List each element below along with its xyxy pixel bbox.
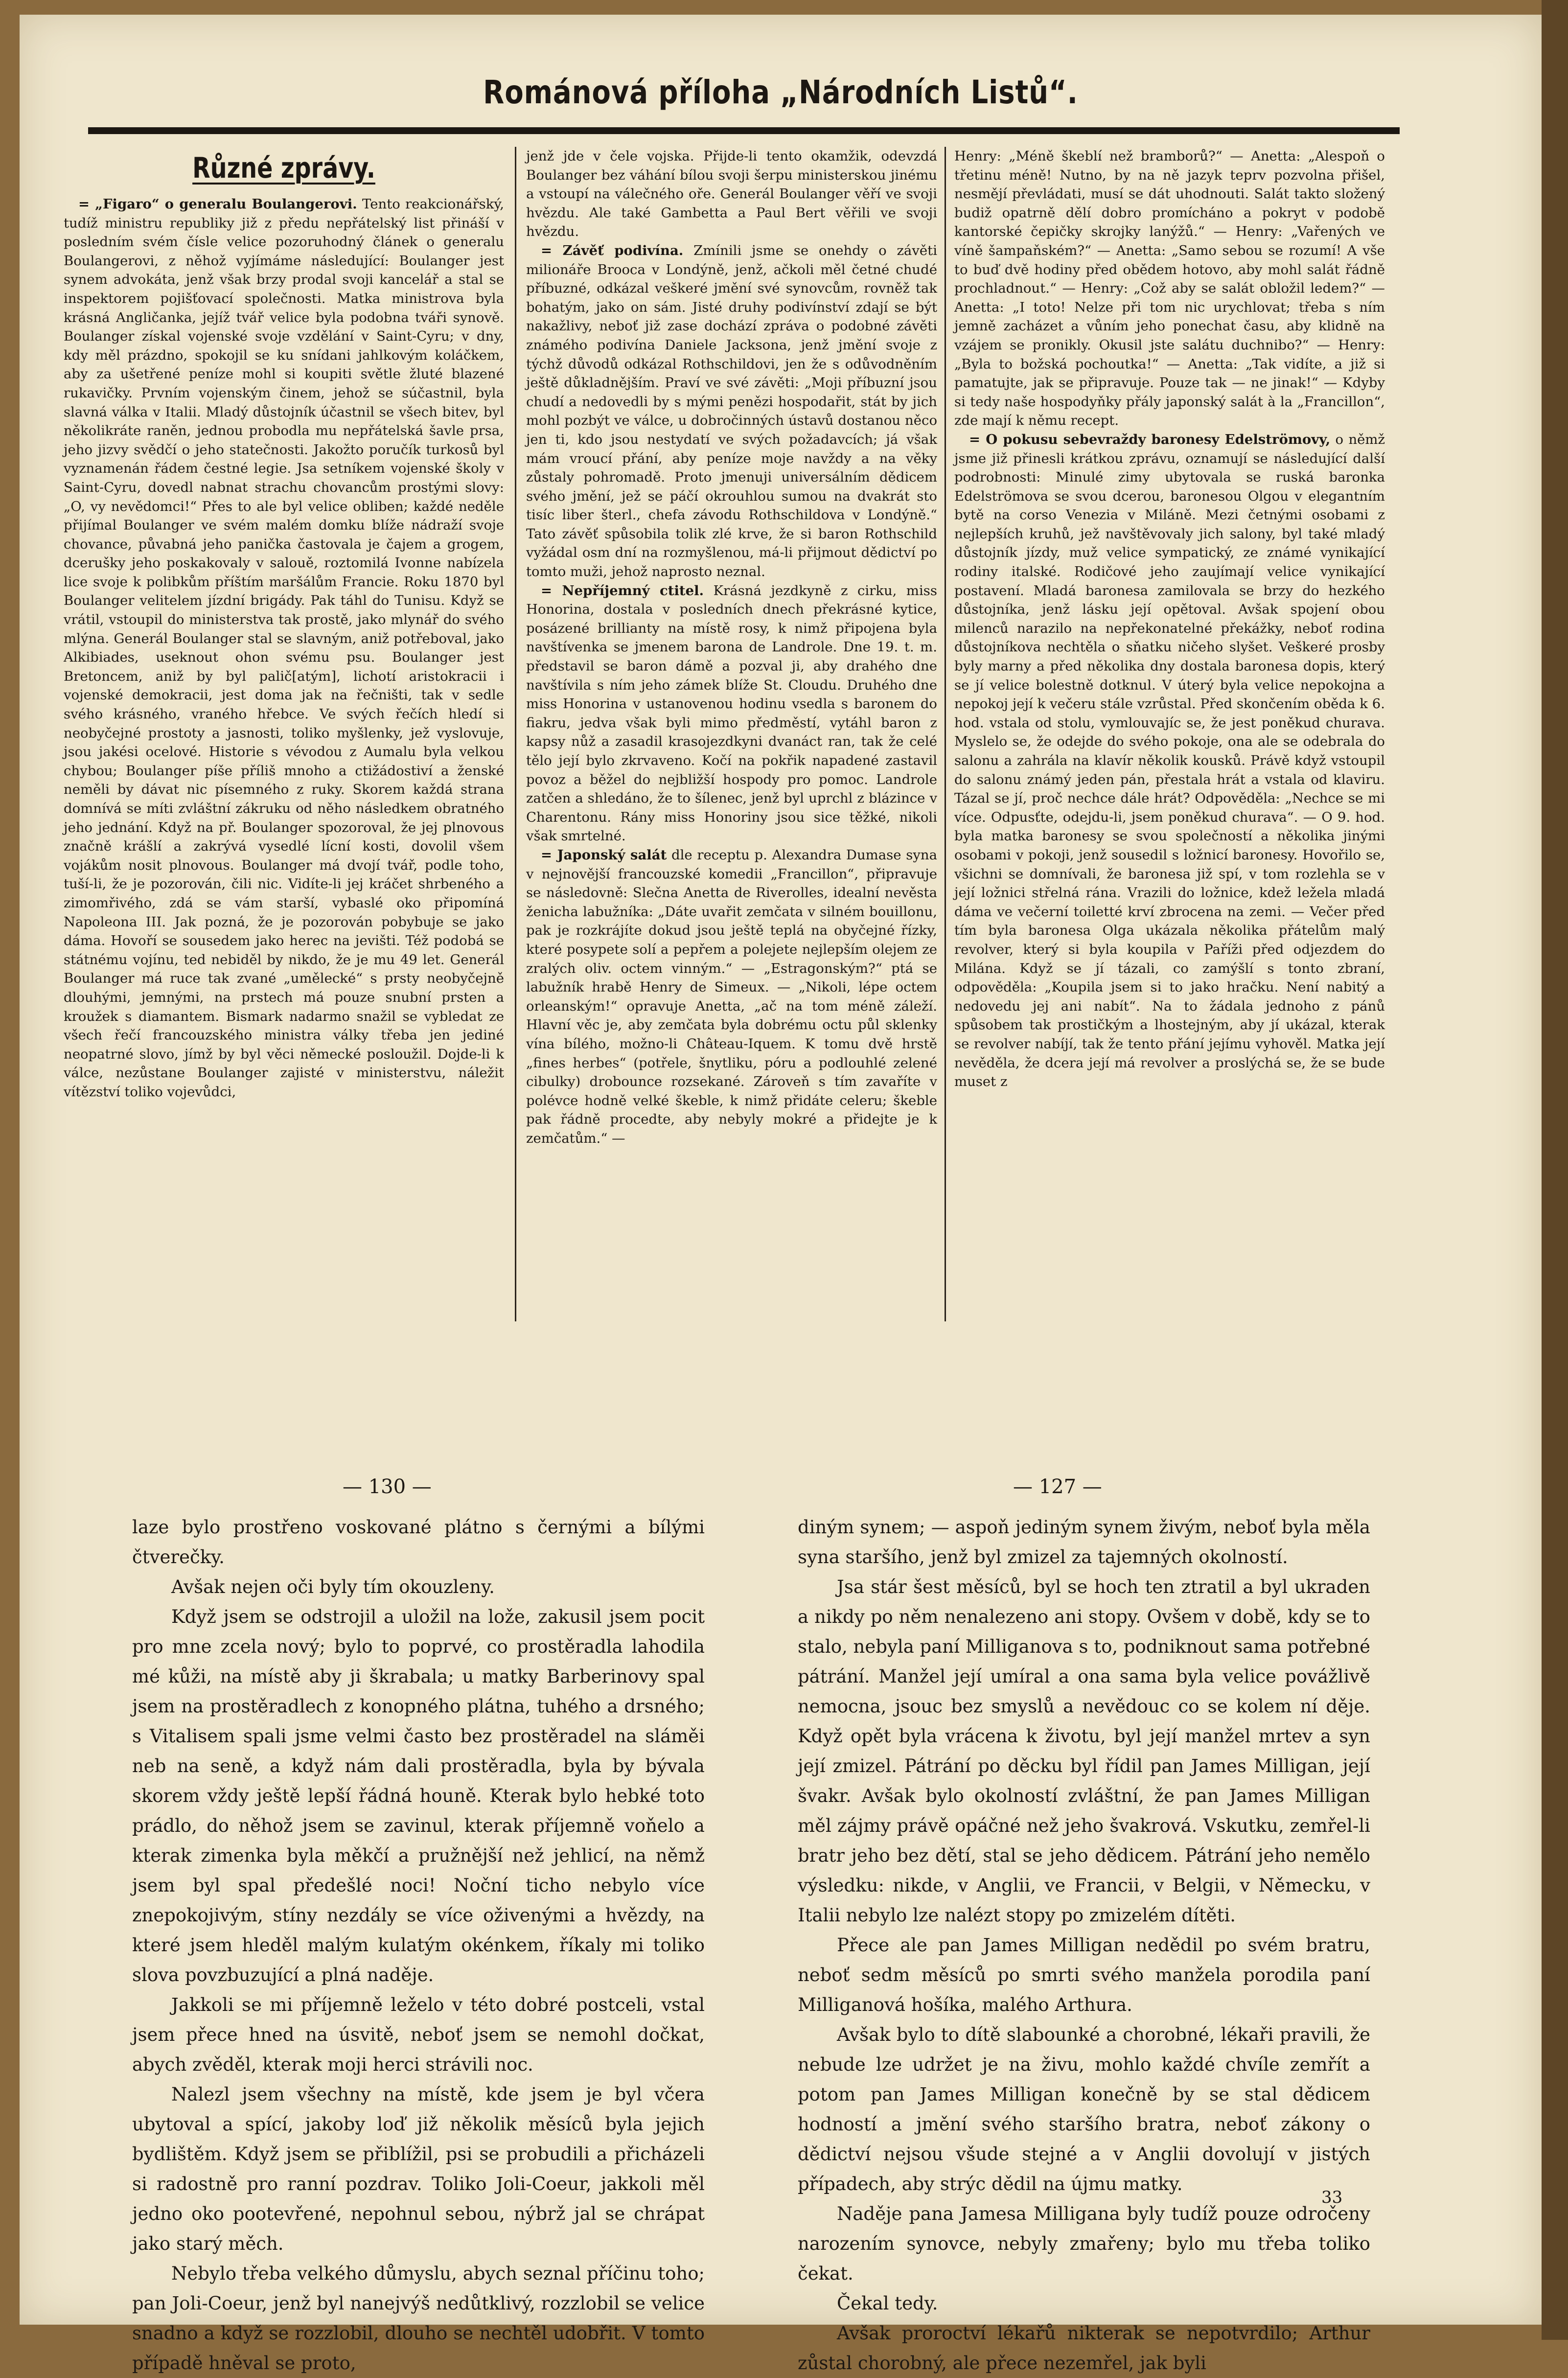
news-paragraph <box>526 581 937 846</box>
page-number-left: — 130 — <box>343 1476 432 1498</box>
column-2 <box>526 147 937 1321</box>
page-number-right: — 127 — <box>1013 1476 1102 1498</box>
book-paragraph: Přece ale pan James Milligan nedědil po svém bratru, neboť sedm měsíců po smrti svého manžela porodila paní Milliganová hošíka, malého Arthura. <box>798 1935 1370 2015</box>
book-paragraph: Když jsem se odstrojil a uložil na lože, zakusil jsem pocit pro mne zcela nový; bylo to poprvé, co prostěradla lahodila mé kůži, na místě aby ji škrabala; u matky Barberinovy spal jsem na prostěradlech z konopného plátna, tuhého a drsného; s Vitalisem spali jsme velmi často bez prostěradel na sláměi neb na seně, a když nám dali prostěradla, byla by bývala skorem vždy ještě lepší řádná houně. Kterak bylo hebké toto prádlo, do něhož jsem se zavinul, kterak příjemně voňelo a kterak zimenka byla měkčí a pružnější než jehlicí, na němž jsem byl spal předešlé noci! Noční ticho nebylo více znepokojivým, stíny nezdály se více oživenými a hvězdy, na které jsem hleděl malým kulatým okénkem, říkaly mi toliko slova povzbuzující a plná naděje. <box>132 1606 705 1986</box>
book-paragraph: Avšak proroctví lékařů nikterak se nepotvrdilo; Arthur zůstal chorobný, ale přece nezemřel, jak byli <box>798 2323 1370 2374</box>
section-title: Různé zprávy. <box>192 151 375 185</box>
book-paragraph: Jsa stár šest měsíců, byl se hoch ten ztratil a byl ukraden a nikdy po něm nenalezeno ani stopy. Ovšem v době, kdy se to stalo, nebyla paní Milliganova s to, podniknout sama potřebné pátrání. Manžel její umíral a ona sama byla velice povážlivě nemocna, jsouc bez smyslů a nevědouc co se kolem ní děje. Když opět byla vrácena k životu, byl její manžel mrtev a syn její zmizel. Pátrání po děcku byl řídil pan James Milligan, její švakr. Avšak bylo okolností zvláštní, že pan James Milligan měl zájmy právě opáčné než jeho švakrová. Vskutku, zemřel-li bratr jeho bez dětí, stal se jeho dědicem. Pátrání jeho nemělo výsledku: nikde, v Anglii, ve Francii, v Belgii, v Německu, v Italii nebylo lze nalézt stopy po zmizelém dítěti. <box>798 1576 1370 1926</box>
news-paragraph <box>954 430 1385 1091</box>
news-text: Zmínili jsme se onehdy o závěti milionáře Brooca v Londýně, jenž, ačkoli měl četné chudé příbuzné, odkázal veškeré jmění své synovcům, rovněž tak bohatým, jako on sám. Jisté druhy podivínství zdají se být nakažlivy, neboť již zase dochází zpráva o podobné závěti známého podivína Daniele Jacksona, jenž jmění svoje z týchž důvodů odkázal Rothschildovi, jen že s odůvodněním ještě důkladnějším. Praví ve své závěti: „Moji příbuzní jsou chudí a nedovedli by s mými penězi hospodařit, stát by jich mohl pozbýt ve válce, u dobročinných ústavů dostanou něco jen ti, kdo jsou nestydatí ve svých požadavcích; já však mám vroucí přání, aby peníze moje navždy a na věky zůstaly pohromadě. Proto jmenuji universálním dědicem svého jmění, jež se páčí okrouhlou sumou na dvakrát sto tisíc liber šterl., chefa závodu Rothschildova v Londýně.“ Tato závěť spůsobila tolik zlé krve, že si baron Rothschild vyžádal osm dní na rozmyšlenou, má-li přijmout dědictví po tomto muži, jehož naprosto neznal. <box>526 242 937 580</box>
news-headline: = O pokusu sebevraždy baronesy Edelströmovy, <box>969 431 1331 447</box>
masthead: Románová příloha „Národních Listů“. <box>483 73 1078 111</box>
book-paragraph: diným synem; — aspoň jediným synem živým, neboť byla měla syna staršího, jenž byl zmizel za tajemných okolností. <box>798 1517 1370 1568</box>
column-1 <box>64 147 504 1321</box>
book-paragraph: Avšak nejen oči byly tím okouzleny. <box>171 1576 495 1597</box>
book-paragraph: Nebylo třeba velkého důmyslu, abych seznal příčinu toho; pan Joli-Coeur, jenž byl nanejvýš nedůtklivý, rozzlobil se velice snadno a když se rozzlobil, dlouho se nechtěl udobřit. V tomto případě hněval se proto, <box>132 2263 705 2374</box>
book-page-right <box>798 1512 1370 2374</box>
column-divider <box>945 147 946 1321</box>
column-divider <box>515 147 516 1321</box>
book-page-left <box>132 1512 705 2374</box>
newspaper-page <box>20 15 1542 2374</box>
news-text: dle receptu p. Alexandra Dumase syna v nejnovější francouzské komedii „Francillon“, připravuje se následovně: Slečna Anetta de Riverolles, idealní nevěsta ženicha labužníka: „Dáte uvařit zemčata v silném bouillonu, pak je rozkrájíte dokud jsou ještě teplá na obyčejné řízky, které posypete solí a pepřem a polejete nejlepším olejem ze zralých oliv. octem vinným.“ — „Estragonským?“ ptá se labužník hrabě Henry de Simeux. — „Nikoli, lépe octem orleanským!“ opravuje Anetta, „ač na tom méně záleží. Hlavní věc je, aby zemčata byla dobrému octu půl sklenky vína bílého, možno-li Château-Iquem. K tomu dvě hrstě „fines herbes“ (potřele, šnytliku, póru a podlouhlé zelené cibulky) drobounce rozsekané. Zároveň s tím zavaříte v polévce hodně velké škeble, k nimž přidáte celeru; škeble pak řádně procedte, aby nebyly mokré a přidejte je k zemčatům.“ — <box>526 847 937 1146</box>
news-text: Krásná jezdkyně z cirku, miss Honorina, dostala v posledních dnech překrásné kytice, posázené brillianty na místě rosy, k nimž připojena byla navštívenka se jmenem barona de Landrole. Dne 19. t. m. představil se baron dámě a pozval ji, aby drahého dne navštívila s ním jeho zámek blíže St. Cloudu. Druhého dne miss Honorina v ustanovenou hodinu vsedla s baronem do fiakru, jedva však byli mimo předměstí, vytáhl baron z kapsy nůž a zasadil krasojezdkyni dvanáct ran, tak že celé tělo její bylo zkrvaveno. Kočí na pokřik napadené zastavil povoz a běžel do nejbližší hospody pro pomoc. Landrole zatčen a shledáno, že to šílenec, jenž byl uprchl z blázince v Charentonu. Rány miss Honoriny jsou sice těžké, nikoli však smrtelné. <box>526 582 937 844</box>
news-paragraph <box>954 147 1385 430</box>
news-paragraph <box>526 241 937 581</box>
masthead-rule <box>88 127 1400 134</box>
news-paragraph <box>526 147 937 241</box>
news-headline: = „Figaro“ o generalu Boulangerovi. <box>78 196 357 212</box>
book-paragraph: laze bylo prostřeno voskované plátno s černými a bílými čtverečky. <box>132 1517 705 1568</box>
book-paragraph: Nalezl jsem všechny na místě, kde jsem je byl včera ubytoval a spící, jakoby loď již několik měsíců byla jejich bydlištěm. Když jsem se přiblížil, psi se probudili a přicházeli si radostně pro ranní pozdrav. Toliko Joli-Coeur, jakkoli měl jedno oko pootevřené, nepohnul sebou, nýbrž jal se chrápat jako starý měch. <box>132 2084 705 2254</box>
book-paragraph: Jakkoli se mi příjemně leželo v této dobré postceli, vstal jsem přece hned na úsvitě, neboť jsem se nemohl dočkat, abych zvěděl, kterak moji herci strávili noc. <box>132 1994 705 2075</box>
news-headline: = Japonský salát <box>541 847 667 863</box>
news-text: jenž jde v čele vojska. Přijde-li tento okamžik, odevzdá Boulanger bez váhání bílou svoji šerpu ministerskou jinému a vstoupí na válečného oře. Generál Boulanger věří ve svoji hvězdu. Ale také Gambetta a Paul Bert věřili ve svoji hvězdu. <box>526 148 937 240</box>
news-headline: = Závěť podivína. <box>541 242 684 258</box>
book-paragraph: Avšak bylo to dítě slabounké a chorobné, lékaři pravili, že nebude lze udržet je na živu, mohlo každé chvíle zemřít a potom pan James Milligan konečně by se stal dědicem hodností a jmění svého staršího bratra, neboť zákony o dědictví nejsou všude stejné a v Anglii dovolují v jistých případech, aby strýc dědil na újmu matky. <box>798 2024 1370 2194</box>
news-text: Tento reakcionářský, tudíž ministru republiky již z předu nepřátelský list přináší v posledním svém čísle velice pozoruhodný článek o generalu Boulangerovi, z něhož vyjímáme následující: Boulanger jest synem advokáta, jenž však brzy prodal svoji kancelář a stal se inspektorem pojišťovací společnosti. Matka ministrova byla krásná Angličanka, jejíž tvář velice byla podobna tváři synově. Boulanger získal vojenské svoje vzdělání v Saint-Cyru; v dny, kdy měl prázdno, spokojil se ku snídani jahlkovým koláčkem, aby za ušetřené peníze mohl si koupiti světle žluté blazené rukavičky. Prvním vojenským činem, jehož se súčastnil, byla slavná válka v Italii. Mladý důstojník účastnil se všech bitev, byl několikráte raněn, jednou probodla mu nepřátelská šavle prsa, jeho jizvy svědčí o jeho statečnosti. Jakožto poručík turkosů byl vyznamenán řádem čestné legie. Jsa setníkem vojenské školy v Saint-Cyru, dovedl nabnat strachu chovancům prostými slovy: „O, vy nevědomci!“ Přes to ale byl velice obliben; každé neděle přijímal Boulanger ve svém malém domku blíže nádraží svoje chovance, půvabná jeho panička častovala je čajem a grogem, dcerušky jeho poskakovaly v salouě, roztomilá Ivonne nabízela lice svoje k polibkům příštím maršálům Francie. Roku 1870 byl Boulanger velitelem jízdní brigády. Pak táhl do Tunisu. Když se vrátil, vstoupil do ministerstva tak prostě, jako mlynář do svého mlýna. Generál Boulanger stal se slavným, aniž potřeboval, jako Alkibiades, useknout ohon svému psu. Boulanger jest Bretoncem, aniž by byl palič[atým], lichotí aristokracii i vojenské demokracii, jest doma jak na řečništi, tak v sedle svého krásného, vraného hřebce. Ve svých řečích hledí si neobyčejné prostoty a jasnosti, toliko myšlenky, jež vyslovuje, jsou jakési ocelové. Historie s vévodou z Aumalu byla velkou chybou; Boulanger píše příliš mnoho a ctižádostiví a ženské neměli by dávat nic písemného z ruky. Skorem každá strana domnívá se míti zvláštní zákruku od něho následkem obratného jeho jednání. Když na př. Boulanger spozoroval, že jej plnovous značně krášlí a zakrývá vysedlé lícní kosti, dovolil všem vojákům nosit plnovous. Boulanger má dvojí tvář, podle toho, tuší-li, že je pozorován, čili nic. Vidíte-li jej kráčet shrbeného a zimomřivého, zdá se vám starší, vybaslé oko připomíná Napoleona III. Jak pozná, že je pozorován pobybuje se jako dáma. Hovoří se sousedem jako herec na jevišti. Též podobá se státnému vojínu, ted nebiděl by nikdo, že je mu 49 let. Generál Boulanger má ruce tak zvané „umělecké“ s prsty neobyčejně dlouhými, jemnými, na prstech má pouze snubní prsten a kroužek s diamantem. Bismark nadarmo snažil se vybledat ze všech řečí francouzského ministra války třeba jen jediné neopatrné slovo, jímž by byl věci německé posloužil. Dojde-li k válce, nezůstane Boulanger zajisté v ministerstvu, náležit vítězství toliko vojevůdci, <box>64 196 504 1100</box>
column-3 <box>954 147 1385 1321</box>
book-paragraph: Čekal tedy. <box>837 2293 938 2314</box>
folio-number: 33 <box>1321 2188 1343 2207</box>
news-headline: = Nepříjemný ctitel. <box>541 582 704 599</box>
binding-edge <box>1542 0 1568 2340</box>
book-paragraph: Naděje pana Jamesa Milligana byly tudíž pouze odročeny narozením synovce, nebyly zmařeny; bylo mu třeba toliko čekat. <box>798 2203 1370 2284</box>
news-paragraph <box>526 846 937 1148</box>
news-text: o němž jsme již přinesli krátkou zprávu, oznamují se následující další podrobnosti: Minulé zimy ubytovala se ruská baronka Edelströmova se svou dcerou, baronesou Olgou v elegantním bytě na corso Venezia v Miláně. Mezi četnými osobami z nejlepších kruhů, jež navštěvovaly jich salony, byl také mladý důstojník jízdy, muž velice sympatický, ze známé vynikající rodiny italské. Rodičové jeho zaujímají velice vynikající postavení. Mladá baronesa zamilovala se brzy do hezkého důstojníka, jenž lásku její opětoval. Avšak spojení obou milenců narazilo na nepřekonatelné překážky, neboť rodina důstojníkova nechtěla o sňatku ničeho slyšet. Veškeré prosby byly marny a před několika dny dostala baronesa dopis, který se jí velice bolestně dotknul. V úterý byla velice nepokojna a nepokoj její k večeru stále vzrůstal. Před skončením oběda k 6. hod. vstala od stolu, vymlouvajíc se, že jest poněkud churava. Myslelo se, že odejde do svého pokoje, ona ale se odebrala do salonu a zahrála na klavír několik kousků. Právě když vstoupil do salonu známý jeden pán, přestala hrát a vstala od klaviru. Tázal se jí, proč nechce dále hrát? Odpověděla: „Nechce se mi více. Odpusťte, odejdu-li, jsem poněkud churava“. — O 9. hod. byla matka baronesy se svou společností a několika jinými osobami v pokoji, jenž sousedil s ložnicí baronesy. Hovořilo se, všichni se domnívali, že baronesa již spí, v tom rozlehla se v její ložnici střelná rána. Vrazili do ložnice, kdež ležela mladá dáma ve večerní toiletté krví zbrocena na zemi. — Večer před tím byla baronesa Olga ukázala několika přátelům malý revolver, který si byla koupila v Paříži před odjezdem do Milána. Když se jí tázali, co zamýšlí s tonto zbraní, odpověděla: „Koupila jsem si to jako hračku. Není nabitý a nedovedu jej ani nabít“. Na to žádala jednoho z pánů spůsobem tak prostičkým a lhostejným, aby jí ukázal, kterak se revolver nabíjí, tak že tento přání jejímu vyhověl. Matka její nevěděla, že dcera její má revolver a proslýchá se, že se bude muset z <box>954 431 1385 1090</box>
news-paragraph <box>64 195 504 1102</box>
news-text: Henry: „Méně škeblí než bramborů?“ — Anetta: „Alespoň o třetinu méně! Nutno, by na ně jazyk teprv pozvolna přišel, nesmějí převládati, musí se dát uhodnouti. Salát takto složený budiž opatrně dělí dobro promícháno a pokryt v podobě kantorské čepičky skrojky lanýžů.“ — Henry: „Vařených ve víně šampaňském?“ — Anetta: „Samo sebou se rozumí! A vše to buď dvě hodiny před obědem hotovo, aby mohl salát řádně prochladnout.“ — Henry: „Což aby se salát obložil ledem?“ — Anetta: „I toto! Nelze při tom nic urychlovat; třeba s ním jemně zacházet a vůním jeho ponechat času, aby klidně na vzájem se pronikly. Okusil jste salátu duchnibo?“ — Henry: „Byla to božská pochoutka!“ — Anetta: „Tak vidíte, a již si pamatujte, jak se připravuje. Pouze tak — ne jinak!“ — Kdyby si tedy naše hospodyňky přály japonský salát à la „Francillon“, zde mají k němu recept. <box>954 148 1385 429</box>
